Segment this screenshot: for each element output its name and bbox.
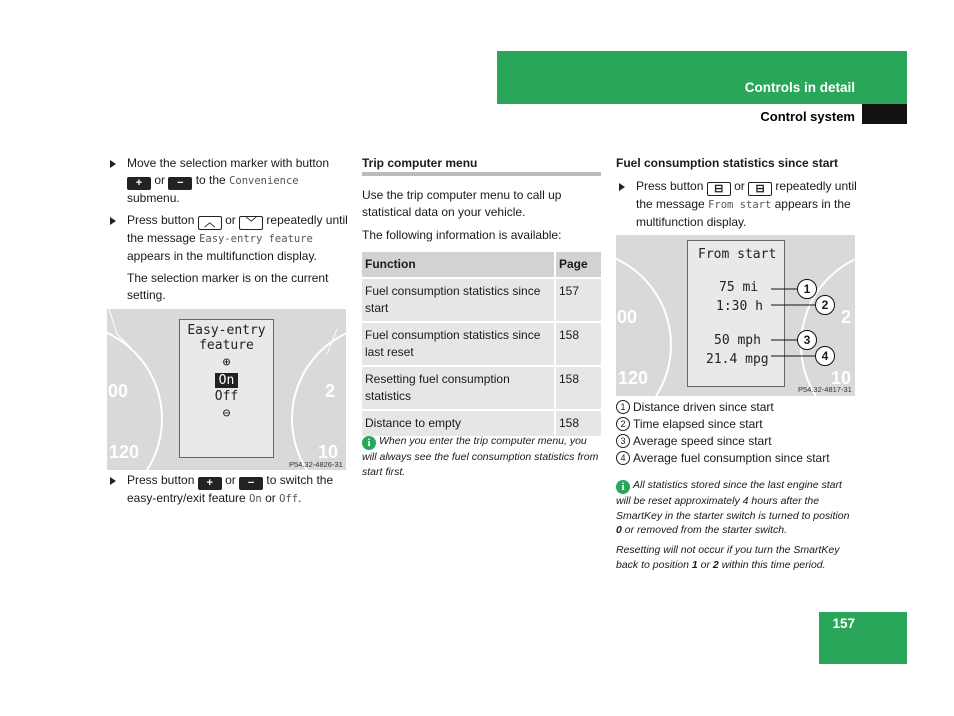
reset-exception-note: Resetting will not occur if you turn the SmartKey back to position 1 or 2 within this time period. xyxy=(616,544,840,571)
minus-circle-icon: ⊖ xyxy=(222,406,231,421)
table-cell: Resetting fuel consumption statistics xyxy=(362,366,555,410)
intro-paragraph: Use the trip computer menu to call up statistical data on your vehicle. xyxy=(362,188,562,219)
bullet-icon xyxy=(619,183,625,191)
table-cell: 157 xyxy=(555,278,601,322)
plus-button-icon: + xyxy=(198,477,222,490)
gauge-label: 120 xyxy=(109,442,140,462)
section-tab xyxy=(862,104,907,124)
figure-caption: P54.32-4826-31 xyxy=(289,460,343,469)
info-icon: i xyxy=(362,436,376,450)
gauge-label: 120 xyxy=(618,368,649,388)
callout-4: 4 xyxy=(815,346,835,366)
display-prev-button-icon: ⊟ xyxy=(748,182,772,196)
display-line-2: feature xyxy=(199,338,254,353)
fuel-stats-instruction: Press button ⊟ or ⊟ repeatedly until the message From start appears in the multifunction display. xyxy=(636,179,857,229)
heading-rule xyxy=(362,172,601,176)
up-arrow-button-icon: ︿ xyxy=(198,216,222,230)
callout-3: 3 xyxy=(797,330,817,350)
info-icon: i xyxy=(616,480,630,494)
table-cell: Fuel consumption statistics since last reset xyxy=(362,322,555,366)
trip-menu-note: i When you enter the trip computer menu, you will always see the fuel consumption statistics from start first. xyxy=(362,435,599,478)
fuel-stats-heading: Fuel consumption statistics since start xyxy=(616,156,839,170)
table-cell: 158 xyxy=(555,410,601,437)
legend-item: 3 Average speed since start xyxy=(616,433,856,450)
header-bar xyxy=(497,51,907,104)
page-number: 157 xyxy=(832,616,855,631)
gauge-label: 00 xyxy=(108,381,129,401)
section-title: Controls in detail xyxy=(744,80,855,95)
bullet-icon xyxy=(110,217,116,225)
trip-computer-heading: Trip computer menu xyxy=(362,156,478,170)
table-cell: 158 xyxy=(555,366,601,410)
table-row xyxy=(362,322,601,366)
legend-list xyxy=(616,399,856,467)
callout-lines xyxy=(616,235,855,396)
instruction-step-1: Move the selection marker with button + or − to the Convenience submenu. xyxy=(127,156,330,205)
display-speed: 50 mph xyxy=(714,333,761,348)
figure-caption: P54.32-4817-31 xyxy=(798,385,852,394)
minus-button-icon: − xyxy=(168,177,192,190)
display-off: Off xyxy=(214,389,239,404)
column-header-function: Function xyxy=(362,252,555,278)
plus-circle-icon: ⊕ xyxy=(222,355,231,370)
minus-button-icon: − xyxy=(239,477,263,490)
display-title: From start xyxy=(698,247,777,262)
table-row xyxy=(362,410,601,437)
instruction-step-2: Press button ︿ or ﹀ repeatedly until the message Easy-entry feature appears in the multifunction display. xyxy=(127,213,348,263)
display-consumption: 21.4 mpg xyxy=(706,352,769,367)
selection-note: The selection marker is on the current setting. xyxy=(127,271,329,302)
display-line-1: Easy-entry xyxy=(187,323,266,338)
from-start-display-figure xyxy=(616,235,855,396)
display-distance: 75 mi xyxy=(719,280,759,295)
gauge-label: 10 xyxy=(831,368,852,388)
function-table xyxy=(362,252,601,438)
display-time: 1:30 h xyxy=(716,299,763,314)
table-header-row xyxy=(362,252,601,278)
gauge-label: 10 xyxy=(318,442,339,462)
instruction-step-3: Press button + or − to switch the easy-entry/exit feature On or Off. xyxy=(127,473,334,505)
gauge-label: 2 xyxy=(325,381,336,401)
reset-note: i All statistics stored since the last engine start will be reset approximately 4 hours after the SmartKey in the starter switch is turned to position 0 or removed from the starter switch. xyxy=(616,479,850,536)
gauge-label: 2 xyxy=(841,307,852,327)
section-subtitle: Control system xyxy=(760,109,855,124)
table-row xyxy=(362,278,601,322)
table-cell: 158 xyxy=(555,322,601,366)
column-header-page: Page xyxy=(555,252,601,278)
bullet-icon xyxy=(110,160,116,168)
display-on-selected: On xyxy=(215,373,239,388)
callout-1: 1 xyxy=(797,279,817,299)
callout-2: 2 xyxy=(815,295,835,315)
legend-item: 4 Average fuel consumption since start xyxy=(616,450,856,467)
bullet-icon xyxy=(110,477,116,485)
multifunction-display xyxy=(179,319,274,458)
info-available-paragraph: The following information is available: xyxy=(362,228,562,242)
easy-entry-display-figure xyxy=(107,309,346,470)
table-cell: Distance to empty xyxy=(362,410,555,437)
display-next-button-icon: ⊟ xyxy=(707,182,731,196)
legend-item: 1 Distance driven since start xyxy=(616,399,856,416)
table-row xyxy=(362,366,601,410)
table-cell: Fuel consumption statistics since start xyxy=(362,278,555,322)
down-arrow-button-icon: ﹀ xyxy=(239,216,263,230)
gauge-label: 00 xyxy=(617,307,638,327)
plus-button-icon: + xyxy=(127,177,151,190)
legend-item: 2 Time elapsed since start xyxy=(616,416,856,433)
